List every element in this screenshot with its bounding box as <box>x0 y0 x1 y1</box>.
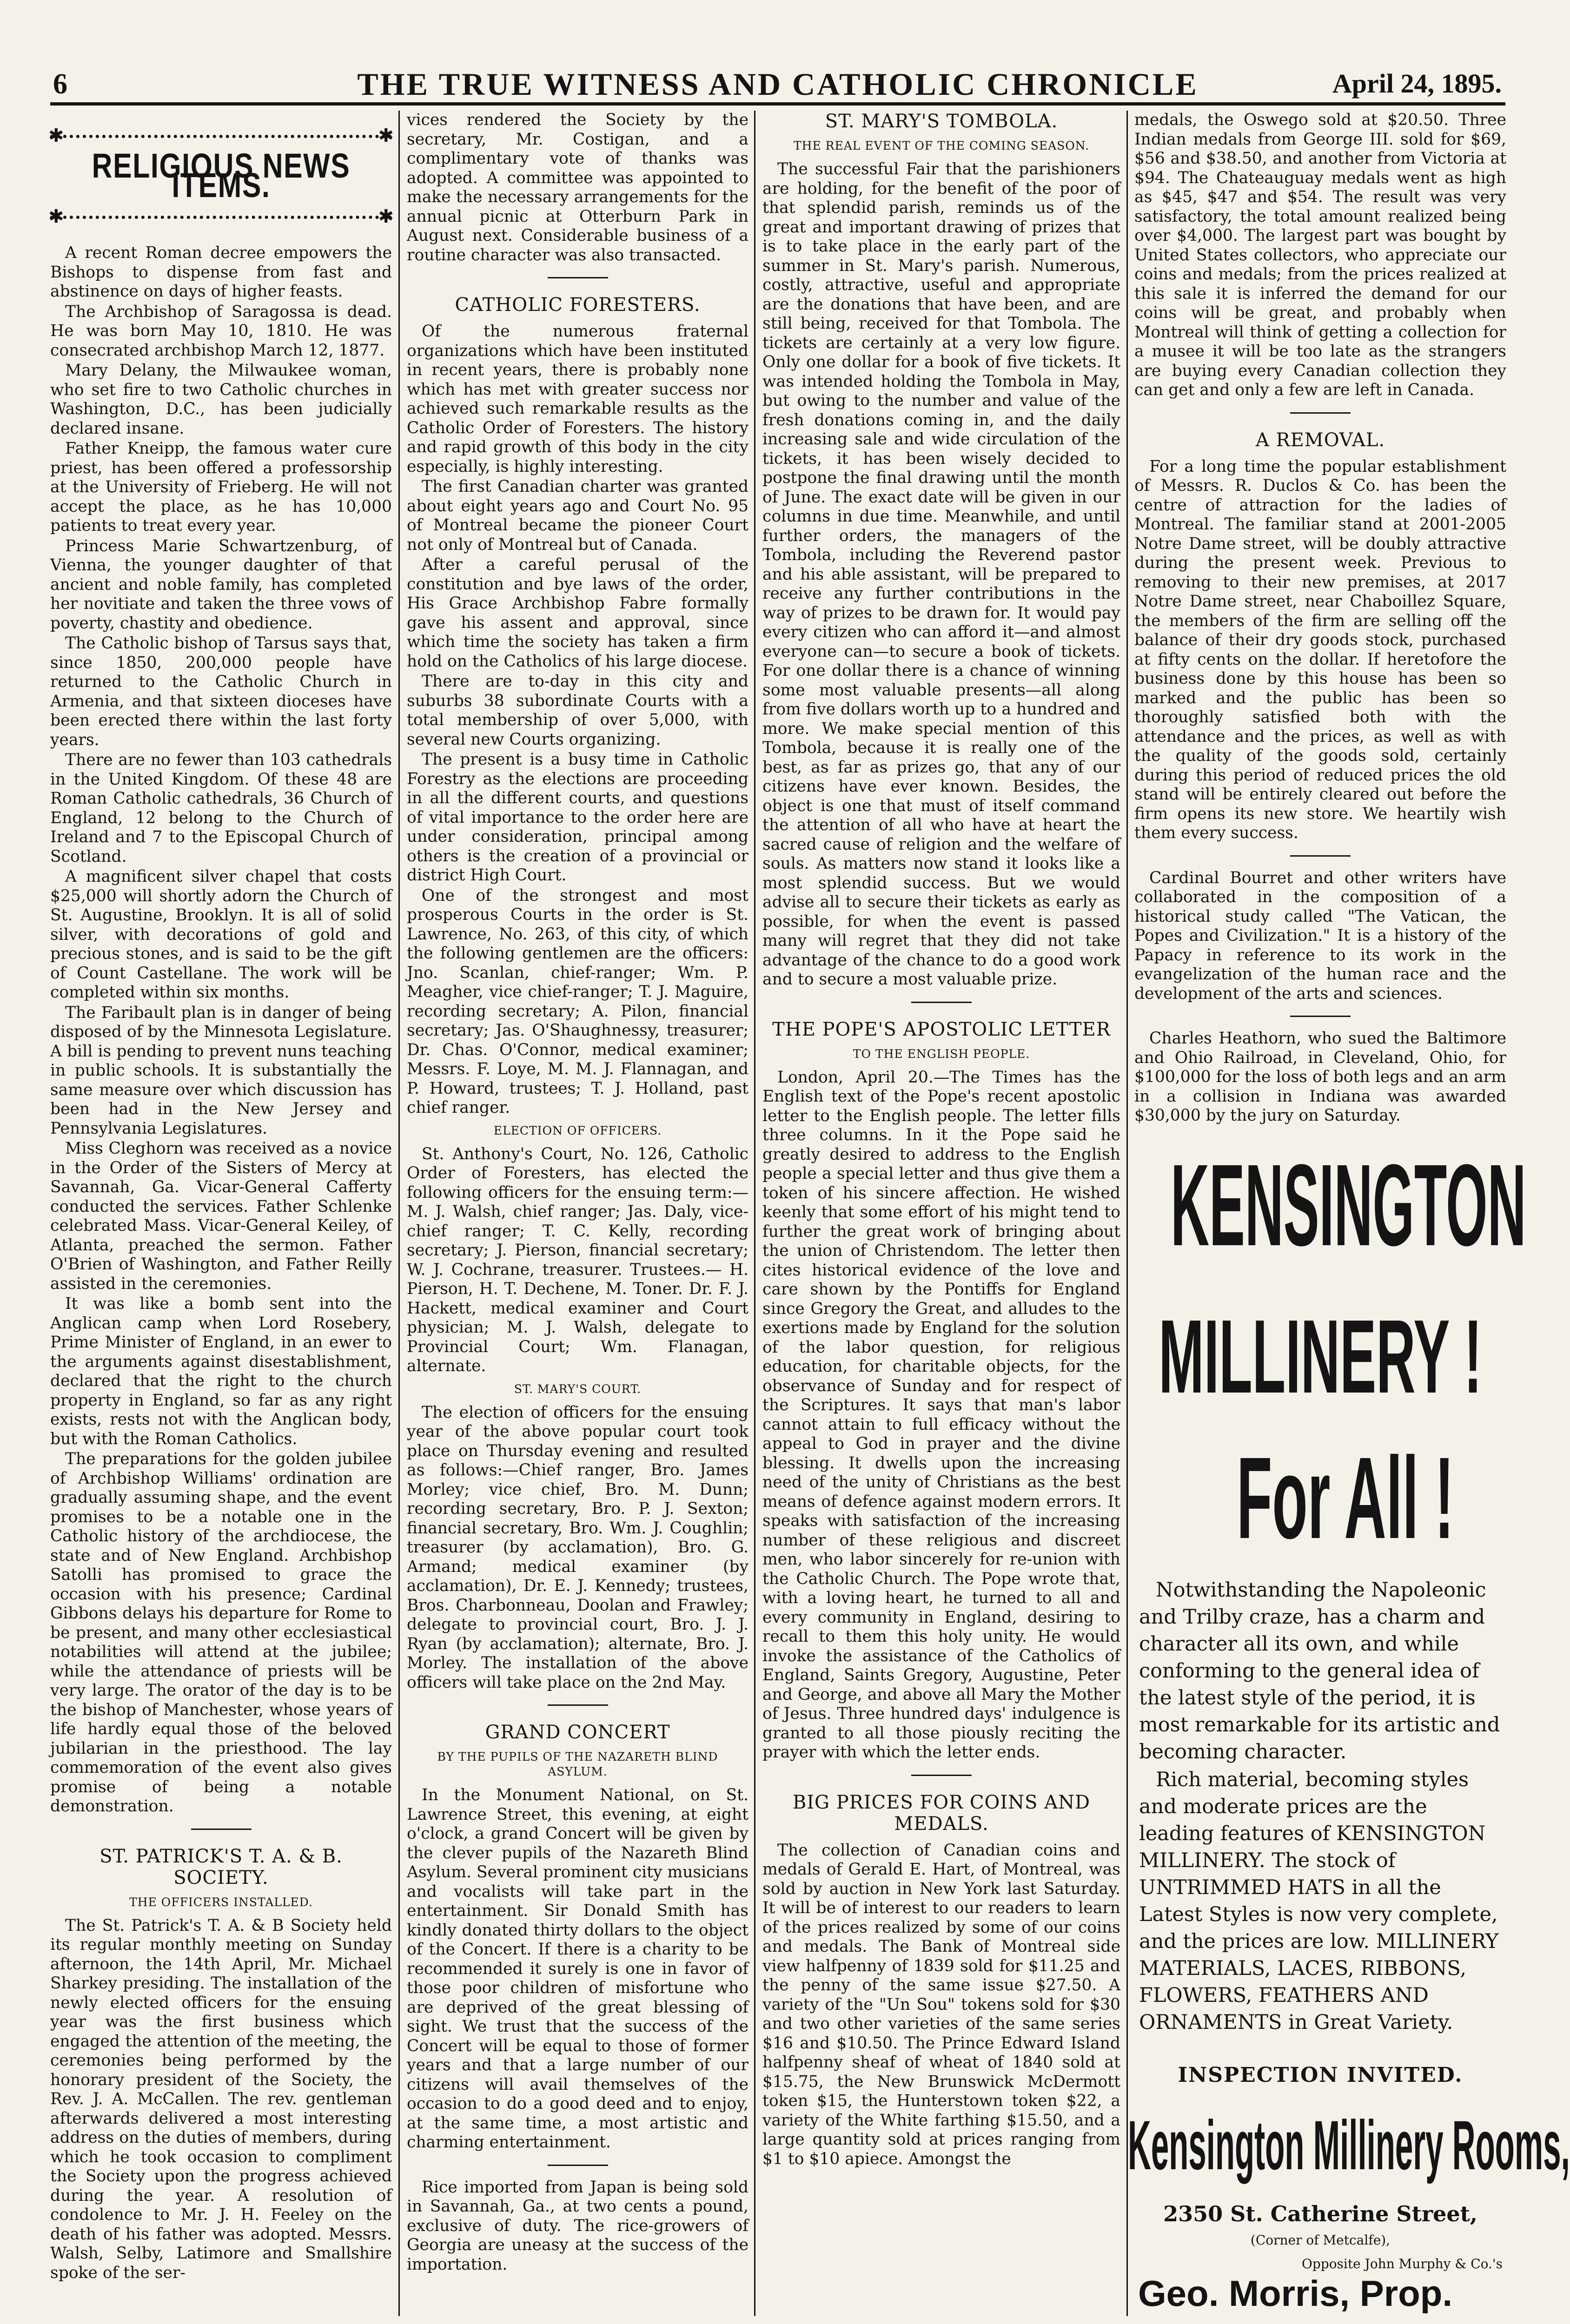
article-heading: ST. MARY'S TOMBOLA. <box>825 111 1058 132</box>
newspaper-title: THE TRUE WITNESS AND CATHOLIC CHRONICLE <box>357 66 1199 102</box>
article-paragraph: Rice imported from Japan is being sold in Savannah, Ga., at two cents a pound, exclusive of duty. The rice-growers of Georgia are uneasy at the success of the importation. <box>407 2178 749 2274</box>
star-ornament-icon: ✱ <box>378 206 394 227</box>
article-heading: CATHOLIC FORESTERS. <box>455 294 701 316</box>
article-paragraph: In the Monument National, on St. Lawrence Street, this evening, at eight o'clock, a grand Concert will be given by the clever pupils of the Nazareth Blind Asylum. Several prominent city musicians and vocalists will take part in the entertainment. Sir Donald Smith has kindly donated thirty dollars to the object of the Concert. If there is a charity to be recommended it surely is one in favor of those poor children of misfortune who are deprived of the great blessing of sight. We trust that the success of the Concert will be equal to those of former years and that a large number of our citizens will avail themselves of the occasion to do a good deed and to enjoy, at the same time, a most artistic and charming entertainment. <box>407 1786 749 2152</box>
separator <box>548 277 608 278</box>
column-rule <box>754 111 755 2316</box>
article-paragraph: There are to-day in this city and suburbs 38 subordinate Courts with a total membership of over 5,000, with several new Courts organizing. <box>407 672 749 749</box>
article-subheading: ST. MARY'S COURT. <box>514 1382 642 1396</box>
news-item: The Catholic bishop of Tarsus says that, since 1850, 200,000 people have returned to the Catholic Church in Armenia, and that sixteen dioceses have been erected there within the last forty years. <box>50 634 392 749</box>
news-item: Mary Delany, the Milwaukee woman, who set fire to two Catholic churches in Washington, D.C., has been judicially declared insane. <box>50 361 392 438</box>
ad-headline: MILLINERY ! <box>1159 1297 1482 1415</box>
millinery-advertisement <box>1128 1140 1570 2314</box>
ad-paragraph: Rich material, becoming styles and moderate prices are the leading features of KENSINGTON MILLINERY. The stock of UNTRIMMED HATS in all the Latest Styles is now very complete, and the prices are low. MILLINERY MATERIALS, LACES, RIBBONS, FLOWERS, FEATHERS AND ORNAMENTS in Great Variety. <box>1139 1768 1499 2034</box>
article-paragraph: London, April 20.—The Times has the English text of the Pope's recent apostolic letter to the English people. The letter fills three columns. In it the Pope said he greatly desired to address to the English people a special letter and thus give them a token of his sincere affection. He wished keenly that some effort of his might tend to further the great work of bringing about the union of Christendom. The letter then cites historical evidence of the love and care shown by the Pontiffs for England since Gregory the Great, and alludes to the exertions made by England for the solution of the labor question, for religious education, for charitable objects, for the observance of Sunday and for respect of the Scriptures. It says that man's labor cannot attain to full efficacy without the appeal to God in prayer and the divine blessing. It dwells upon the increasing need of the unity of Christians as the best means of defence against modern errors. It speaks with satisfaction of the increasing number of these religious and discreet men, who labor sincerely for re-union with the Catholic Church. The Pope wrote that, with a loving heart, he turned to all and every community in England, desiring to recall to them this holy unity. He would invoke the assistance of the Catholics of England, Saints Gregory, Augustine, Peter and George, and above all Mary the Mother of Jesus. Three hundred days' indulgence is granted to all those piously reciting the prayer with which the letter ends. <box>762 1068 1120 1762</box>
article-paragraph: Cardinal Bourret and other writers have collaborated in the composition of a historical study called "The Vatican, the Popes and Civilization." It is a history of the Papacy in reference to its work in the evangelization of the human race and the development of the arts and sciences. <box>1134 868 1506 1003</box>
ad-headline: For All ! <box>1237 1433 1454 1563</box>
article-subheading: ELECTION OF OFFICERS. <box>493 1123 662 1137</box>
column-2 <box>407 111 749 2314</box>
issue-date: April 24, 1895. <box>1332 68 1502 99</box>
star-ornament-icon: ✱ <box>378 125 394 146</box>
article-paragraph: After a careful perusal of the constitution and bye laws of the order, His Grace Archbishop Fabre formally gave his assent and approval, since which time the society has taken a firm hold on the Catholics of his large diocese. <box>407 555 749 671</box>
article-subheading: TO THE ENGLISH PEOPLE. <box>853 1047 1030 1061</box>
separator <box>1290 412 1351 414</box>
ad-paragraph: Notwithstanding the Napoleonic and Trilby craze, has a charm and character all its own, and while conforming to the general idea of the latest style of the period, it is most remarkable for its artistic and becoming character. <box>1139 1578 1500 1763</box>
separator <box>1290 1016 1351 1017</box>
article-paragraph: medals, the Oswego sold at $20.50. Three Indian medals from George III. sold for $69, $56 and $38.50, and another from Victoria at $94. The Chateauguay medals went as high as $45, $47 and $54. The result was very satisfactory, the total amount realized being over $4,000. The largest part was bought by United States collectors, who appreciate our coins and medals; from the prices realized at this sale it is inferred the demand for our coins will be great, and probably when Montreal will think of getting a collection for a musee it will be too late as the strangers are buying every Canadian collection they can get and only a few are left in Canada. <box>1134 111 1506 399</box>
article-heading: BIG PRICES FOR COINS AND MEDALS. <box>792 1791 1091 1835</box>
ad-headline: KENSINGTON <box>1171 1140 1526 1270</box>
article-paragraph: The collection of Canadian coins and medals of Gerald E. Hart, of Montreal, was sold by auction in New York last Saturday. It will be of interest to our readers to learn of the prices realized by some of our coins and medals. The Bank of Montreal side view halfpenny of 1839 sold for $11.25 and the penny of the same issue $27.50. A variety of the "Un Sou" tokens sold for $30 and two other varieties of the same series $16 and $10.50. The Prince Edward Island halfpenny sheaf of wheat of 1840 sold at $15.75, the New Brunswick McDermott token $15, the Hunterstown token $22, a variety of the White farthing $15.50, and a large quantity sold at prices ranging from $1 to $10 apiece. Amongst the <box>762 1841 1120 2168</box>
article-paragraph: Charles Heathorn, who sued the Baltimore and Ohio Railroad, in Cleveland, Ohio, for $100,000 for the loss of both legs and an arm in a collision in Indiana was awarded $30,000 by the jury on Saturday. <box>1134 1029 1506 1125</box>
column-1 <box>50 111 392 2314</box>
article-paragraph: The election of officers for the ensuing year of the above popular court took place on Thursday evening and resulted as follows:—Chief ranger, Bro. James Morley; vice chief, Bro. M. Dunn; recording secretary, Bro. P. J. Sexton; financial secretary, Bro. Wm. J. Coughlin; treasurer (by acclamation), Bro. G. Armand; medical examiner (by acclamation), Dr. E. J. Kennedy; trustees, Bros. Charbonneau, Doolan and Frawley; delegate to provincial court, Bro. J. J. Ryan (by acclamation); alternate, Bro. J. Morley. The installation of the above officers will take place on the 2nd May. <box>407 1403 749 1692</box>
separator <box>911 1002 972 1003</box>
news-item: A recent Roman decree empowers the Bishops to dispense from fast and abstinence on days of higher feasts. <box>50 244 392 301</box>
page-header <box>50 59 1505 106</box>
article-heading: GRAND CONCERT <box>485 1722 670 1743</box>
article-paragraph: One of the strongest and most prosperous Courts in the order is St. Lawrence, No. 263, of this city, of which the following gentlemen are the officers: Jno. Scanlan, chief-ranger; Wm. P. Meagher, vice chief-ranger; T. J. Maguire, recording secretary; A. Pilon, financial secretary; Jas. O'Shaughnessy, treasurer; Dr. Chas. O'Connor, medical examiner; Messrs. F. Loye, M. M. J. Flannagan, and P. Howard, trustees; T. J. Holland, past chief ranger. <box>407 886 749 1117</box>
ad-body <box>1139 1577 1502 2036</box>
column-rule <box>1126 111 1128 2316</box>
news-item: The Faribault plan is in danger of being disposed of by the Minnesota Legislature. A bill is pending to prevent nuns teaching in public schools. It is substantially the same measure over which discussion has been had in the New Jersey and Pennsylvania Legislatures. <box>50 1003 392 1138</box>
separator <box>911 1775 972 1776</box>
news-item: The preparations for the golden jubilee of Archbishop Williams' ordination are gradually assuming shape, and the event promises to be a notable one in the Catholic history of the archdiocese, the state and of New England. Archbishop Satolli has promised to grace the occasion with his presence; Cardinal Gibbons delays his departure for Rome to be present, and many other ecclesiastical notabilities will attend at the jubilee; while the attendance of priests will be very large. The orator of the day is to be the bishop of Manchester, whose years of life hardly equal those of the beloved jubilarian in the priesthood. The lay commemoration of the event also gives promise of being a notable demonstration. <box>50 1450 392 1816</box>
article-paragraph: The successful Fair that the parishioners are holding, for the benefit of the poor of that splendid parish, reminds us of the great and important drawing of prizes that is to take place in the early part of the summer in St. Mary's parish. Numerous, costly, attractive, useful and appropriate are the donations that have been, and are still being, received for that Tombola. The tickets are certainly at a very low figure. Only one dollar for a book of five tickets. It was intended holding the Tombola in May, but owing to the number and value of the fresh donations coming in, and the daily increasing sale and wide circulation of the tickets, it has been wisely decided to postpone the final drawing until the month of June. The exact date will be given in our columns in due time. Meanwhile, and until further orders, the managers of the Tombola, including the Reverend pastor and his able assistant, will be prepared to receive any further contributions in the way of prizes to be drawn for. It would pay every citizen who can afford it—and almost everyone can—to secure a book of tickets. For one dollar there is a chance of winning some most valuable presents—all along from five dollars worth up to a hundred and more. We make special mention of this Tombola, because it is really one of the best, as far as prizes go, that any of our citizens have ever known. Besides, the object is one that must of itself command the attention of all who have at heart the sacred cause of religion and the welfare of souls. As matters now stand it looks like a most splendid success. But we would advise all to secure their tickets as early as possible, for when the event is passed many will regret that they did not take advantage of the chance to do a good work and to secure a most valuable prize. <box>762 160 1120 989</box>
news-item: Miss Cleghorn was received as a novice in the Order of the Sisters of Mercy at Savannah, Ga. Vicar-General Cafferty conducted the services. Father Schlenke celebrated Mass. Vicar-General Keiley, of Atlanta, preached the sermon. Father O'Brien of Washington, and Father Reilly assisted in the ceremonies. <box>50 1139 392 1293</box>
news-item: Princess Marie Schwartzenburg, of Vienna, the younger daughter of that ancient and noble family, has completed her novitiate and taken the three vows of poverty, chastity and obedience. <box>50 536 392 633</box>
ad-corner: (Corner of Metcalfe), <box>1250 2232 1391 2248</box>
article-paragraph: vices rendered the Society by the secretary, Mr. Costigan, and a complimentary vote of thanks was adopted. A committee was appointed to make the necessary arrangements for the annual picnic at Otterburn Park in August next. Considerable business of a routine character was also transacted. <box>407 111 749 264</box>
article-paragraph: The St. Patrick's T. A. & B Society held its regular monthly meeting on Sunday afternoon, the 14th April, Mr. Michael Sharkey presiding. The installation of the newly elected officers for the ensuing year was the first business which engaged the attention of the meeting, the ceremonies being performed by the honorary president of the Society, the Rev. J. A. McCallen. The rev. gentleman afterwards delivered a most interesting address on the duties of members, during which he took occasion to compliment the Society upon the progress achieved during the year. A resolution of condolence to Mr. J. H. Feeley on the death of his father was adopted. Messrs. Walsh, Selby, Latimore and Smallshire spoke of the ser- <box>50 1916 392 2282</box>
article-heading: THE POPE'S APOSTOLIC LETTER <box>772 1018 1111 1040</box>
news-item: Father Kneipp, the famous water cure priest, has been offered a professorship at the University of Frieberg. He will not accept the place, as he has 10,000 patients to treat every year. <box>50 439 392 535</box>
article-paragraph: For a long time the popular establishment of Messrs. R. Duclos & Co. has been the centre of attraction for the ladies of Montreal. The familiar stand at 2001-2005 Notre Dame street, will be doubly attractive during the present week. Previous to removing to their new premises, at 2017 Notre Dame street, near Chaboillez Square, the members of the firm are selling off the balance of their dry goods stock, purchased at fifty cents on the dollar. If heretofore the business done by this house has been so marked and the public has been so thoroughly satisfied both with the attendance and the prices, as well as with the quality of the goods sold, certainly during this period of reduced prices the old stand will be entirely cleared out before the firm opens its new store. We heartily wish them every success. <box>1134 457 1506 842</box>
article-subheading: BY THE PUPILS OF THE NAZARETH BLIND ASYLUM. <box>437 1750 718 1778</box>
separator <box>1290 855 1351 857</box>
dotted-border <box>50 135 392 138</box>
religious-news-banner <box>50 125 392 227</box>
article-heading: A REMOVAL. <box>1255 429 1385 451</box>
separator <box>191 1829 252 1830</box>
news-item: The Archbishop of Saragossa is dead. He was born May 10, 1810. He was consecrated archbishop March 12, 1877. <box>50 302 392 360</box>
star-ornament-icon: ✱ <box>48 206 64 227</box>
ad-landmark: Opposite John Murphy & Co.'s <box>1301 2256 1503 2271</box>
star-ornament-icon: ✱ <box>48 125 64 146</box>
column-4 <box>1128 111 1570 2314</box>
article-paragraph: The first Canadian charter was granted about eight years ago and Court No. 95 of Montreal became the pioneer Court not only of Montreal but of Canada. <box>407 477 749 554</box>
article-heading: ST. PATRICK'S T. A. & B. SOCIETY. <box>99 1845 343 1888</box>
news-item: A magnificent silver chapel that costs $25,000 will shortly adorn the Church of St. Augustine, Brooklyn. It is all of solid silver, with decorations of gold and precious stones, and is said to be the gift of Count Castellane. The work will be completed within six months. <box>50 867 392 1002</box>
separator <box>548 2165 608 2166</box>
column-rule <box>398 111 400 2316</box>
article-subheading: THE REAL EVENT OF THE COMING SEASON. <box>793 139 1090 152</box>
article-paragraph: St. Anthony's Court, No. 126, Catholic Order of Foresters, has elected the following officers for the ensuing term:— M. J. Walsh, chief ranger; Jas. Daly, vice-chief ranger; T. C. Kelly, recording secretary; J. Pierson, financial secretary; W. J. Cochrane, treasurer. Trustees.— H. Pierson, H. T. Dechene, M. Toner. Dr. F. J. Hackett, medical examiner and Court physician; M. J. Walsh, delegate to Provincial Court; Wm. Flanagan, alternate. <box>407 1144 749 1375</box>
section-title: RELIGIOUS NEWS ITEMS. <box>92 146 351 205</box>
column-3 <box>762 111 1120 2314</box>
page-number: 6 <box>53 68 67 100</box>
separator <box>548 1704 608 1706</box>
news-item: It was like a bomb sent into the Anglican camp when Lord Rosebery, Prime Minister of England, in an ewer to the arguments against disestablishment, declared that the right to the church property in England, so far as any right exists, rests not with the Anglican body, but with the Roman Catholics. <box>50 1294 392 1448</box>
article-paragraph: The present is a busy time in Catholic Forestry as the elections are proceeding in all the different courts, and questions of vital importance to the order here are under consideration, principal among others is the creation of a provincial or district High Court. <box>407 750 749 885</box>
news-item: There are no fewer than 103 cathedrals in the United Kingdom. Of these 48 are Roman Catholic cathedrals, 36 Church of England, 12 belong to the Church of Ireland and 7 to the Episcopal Church of Scotland. <box>50 751 392 866</box>
ad-address: 2350 St. Catherine Street, <box>1163 2201 1477 2226</box>
ad-proprietor: Geo. Morris, Prop. <box>1138 2272 1453 2314</box>
ad-store-name: Kensington Millinery Rooms, <box>1128 2106 1570 2184</box>
article-paragraph: Of the numerous fraternal organizations which have been instituted in recent years, there is probably none which has met with greater success nor achieved such remarkable results as the Catholic Order of Foresters. The history and rapid growth of this body in the city especially, is highly interesting. <box>407 322 749 476</box>
article-subheading: THE OFFICERS INSTALLED. <box>129 1895 313 1909</box>
ad-invitation: INSPECTION INVITED. <box>1178 2063 1463 2087</box>
dotted-border <box>50 216 392 219</box>
